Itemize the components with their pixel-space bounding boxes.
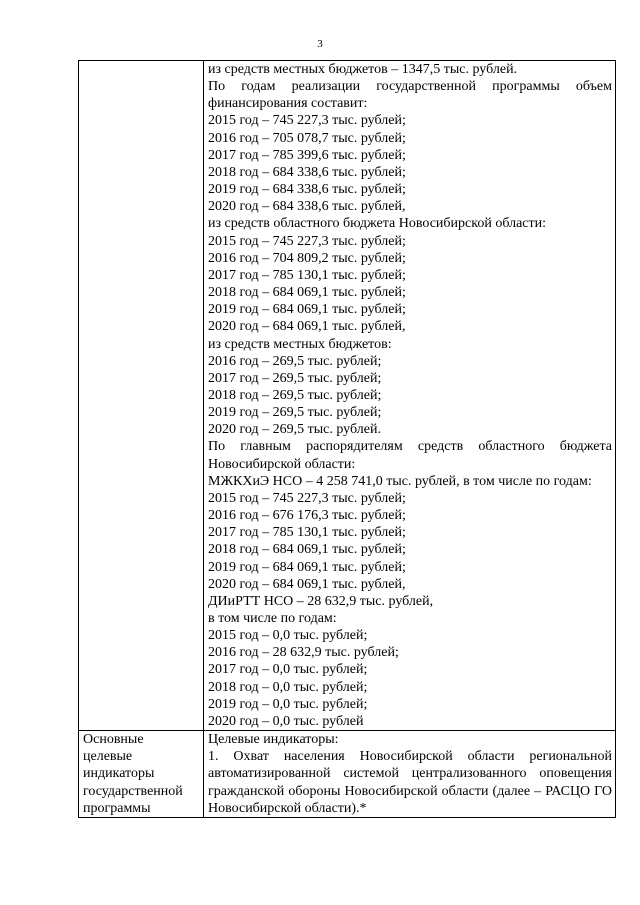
text-line: 2015 год – 745 227,3 тыс. рублей; — [208, 490, 406, 506]
text-line: 2017 год – 0,0 тыс. рублей; — [208, 662, 368, 678]
text-line: 2016 год – 676 176,3 тыс. рублей; — [208, 508, 406, 524]
finance-content-cell — [204, 61, 616, 731]
text-line: 2018 год – 684 338,6 тыс. рублей; — [208, 164, 406, 180]
finance-row — [79, 61, 616, 731]
text-line: 2018 год – 684 069,1 тыс. рублей; — [208, 542, 406, 558]
text-line: 2016 год – 704 809,2 тыс. рублей; — [208, 250, 406, 266]
text-line: 2018 год – 269,5 тыс. рублей; — [208, 387, 382, 403]
text-line: По годам реализации государственной программы объем финансирования составит: — [208, 79, 612, 112]
indicators-content-cell — [204, 731, 616, 818]
text-line: 2019 год – 684 338,6 тыс. рублей; — [208, 182, 406, 198]
text-line: 2015 год – 0,0 тыс. рублей; — [208, 628, 368, 644]
text-line: 2015 год – 745 227,3 тыс. рублей; — [208, 113, 406, 129]
label-line: программы — [83, 800, 151, 816]
text-line: из средств местных бюджетов – 1347,5 тыс. рублей. — [208, 62, 518, 77]
text-line: По главным распорядителям средств областного бюджета Новосибирской области: — [208, 439, 612, 472]
indicators-label-cell — [79, 731, 204, 818]
label-line: Основные — [83, 732, 144, 748]
text-line: Целевые индикаторы: — [208, 732, 339, 748]
text-line: 2017 год – 269,5 тыс. рублей; — [208, 370, 382, 386]
text-line: 2020 год – 684 338,6 тыс. рублей, — [208, 199, 406, 215]
text-line: 2019 год – 0,0 тыс. рублей; — [208, 696, 368, 712]
text-line: МЖКХиЭ НСО – 4 258 741,0 тыс. рублей, в том числе по годам: — [208, 473, 592, 489]
program-passport-table — [78, 60, 616, 818]
finance-label-cell — [79, 61, 204, 731]
text-line: 2016 год – 705 078,7 тыс. рублей; — [208, 130, 406, 146]
text-line: 2020 год – 0,0 тыс. рублей — [208, 713, 364, 729]
text-line: из средств местных бюджетов: — [208, 336, 392, 352]
indicators-row — [79, 731, 616, 818]
text-line: 2020 год – 684 069,1 тыс. рублей, — [208, 319, 406, 335]
text-line: 2019 год – 684 069,1 тыс. рублей; — [208, 559, 406, 575]
page-number: 3 — [317, 38, 323, 50]
text-line: 2016 год – 269,5 тыс. рублей; — [208, 353, 382, 369]
label-line: индикаторы — [83, 766, 155, 782]
text-line: 2020 год – 269,5 тыс. рублей. — [208, 422, 381, 438]
text-line: 2018 год – 684 069,1 тыс. рублей; — [208, 285, 406, 301]
text-line: 2017 год – 785 130,1 тыс. рублей; — [208, 267, 406, 283]
text-line: 2019 год – 684 069,1 тыс. рублей; — [208, 302, 406, 318]
text-line: 2015 год – 745 227,3 тыс. рублей; — [208, 233, 406, 249]
text-line: 2017 год – 785 130,1 тыс. рублей; — [208, 525, 406, 541]
label-line: целевые — [83, 749, 133, 765]
label-line: государственной — [83, 783, 183, 799]
text-line: 2019 год – 269,5 тыс. рублей; — [208, 405, 382, 421]
text-line: 2016 год – 28 632,9 тыс. рублей; — [208, 645, 399, 661]
text-line: 2017 год – 785 399,6 тыс. рублей; — [208, 147, 406, 163]
text-line: в том числе по годам: — [208, 611, 337, 626]
text-line: ДИиРТТ НСО – 28 632,9 тыс. рублей, — [208, 593, 434, 609]
text-line: из средств областного бюджета Новосибирской области: — [208, 216, 547, 232]
text-line: 2018 год – 0,0 тыс. рублей; — [208, 679, 368, 695]
text-line: 1. Охват населения Новосибирской области региональной автоматизированной системой централизованного оповещения гражданской обороны Новосибирской области (далее – РАСЦО ГО Новосибирской области).* — [208, 749, 612, 816]
text-line: 2020 год – 684 069,1 тыс. рублей, — [208, 576, 406, 592]
